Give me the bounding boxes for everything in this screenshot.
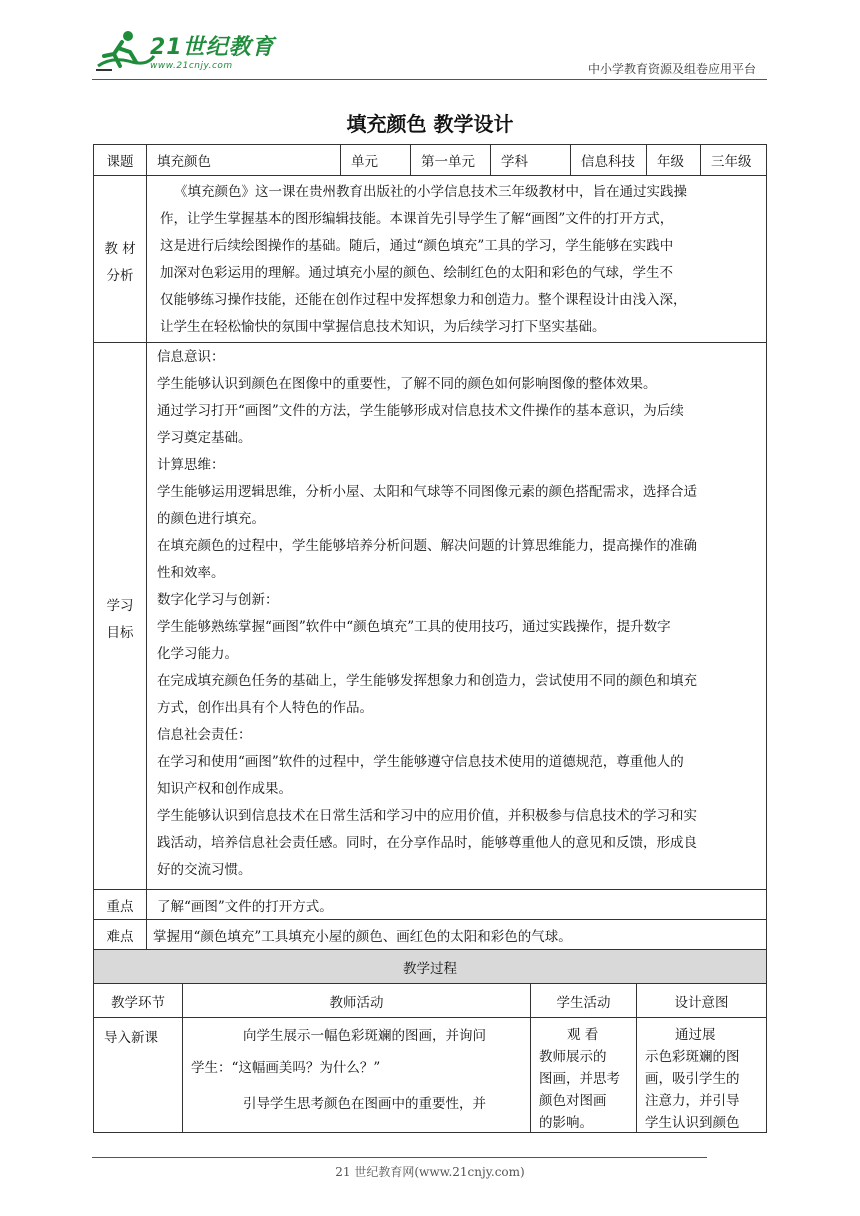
footer-divider <box>92 1157 707 1158</box>
analysis-text <box>160 179 760 341</box>
objective-line: 在学习和使用“画图”软件的过程中，学生能够遵守信息技术使用的道德规范，尊重他人的 <box>157 754 684 770</box>
row1-intent-cell <box>636 1017 767 1133</box>
objective-line: 践活动，培养信息社会责任感。同时，在分享作品时，能够尊重他人的意见和反馈，形成良 <box>157 835 697 851</box>
objective-line: 性和效率。 <box>157 565 225 581</box>
subject-value: 信息科技 <box>570 144 647 176</box>
row1-intent-line: 通过展 <box>675 1027 716 1043</box>
objective-line: 在完成填充颜色任务的基础上，学生能够发挥想象力和创造力，尝试使用不同的颜色和填充 <box>157 673 697 689</box>
topic-value: 填充颜色 <box>146 144 341 176</box>
analysis-line: 这是进行后续绘图操作的基础。随后，通过“颜色填充”工具的学习，学生能够在实践中 <box>160 238 674 254</box>
objectives-label-line-2: 目标 <box>106 625 134 641</box>
key-point-label: 重点 <box>93 889 147 920</box>
analysis-line: 仅能够练习操作技能，还能在创作过程中发挥想象力和创造力。整个课程设计由浅入深， <box>160 292 687 308</box>
platform-name: 中小学教育资源及组卷应用平台 <box>587 62 756 76</box>
col-student-header: 学生活动 <box>530 983 637 1018</box>
row1-stage-cell <box>93 1017 183 1133</box>
objective-line: 学生能够认识到颜色在图像中的重要性，了解不同的颜色如何影响图像的整体效果。 <box>157 376 657 392</box>
topic-label: 课题 <box>93 144 147 176</box>
grade-value: 三年级 <box>700 144 767 176</box>
row1-student-line: 的影响。 <box>539 1115 593 1131</box>
row1-teacher-cell <box>182 1017 531 1133</box>
process-heading: 教学过程 <box>93 949 767 984</box>
row1-teacher-line: 学生：“这幅画美吗？为什么？” <box>191 1060 381 1076</box>
row1-student-line: 颜色对图画 <box>539 1093 607 1109</box>
objective-line: 学生能够认识到信息技术在日常生活和学习中的应用价值，并积极参与信息技术的学习和实 <box>157 808 697 824</box>
analysis-line: 《填充颜色》这一课在贵州教育出版社的小学信息技术三年级教材中，旨在通过实践操 <box>174 184 687 200</box>
objective-line: 计算思维： <box>157 457 225 473</box>
unit-value: 第一单元 <box>410 144 491 176</box>
row1-intent-line: 画，吸引学生的 <box>645 1071 740 1087</box>
header-divider <box>92 79 767 80</box>
col-stage-header: 教学环节 <box>93 983 183 1018</box>
page-title: 填充颜色 教学设计 <box>346 112 514 136</box>
row1-student-cell <box>530 1017 637 1133</box>
unit-label: 单元 <box>340 144 411 176</box>
col-intent-header: 设计意图 <box>636 983 767 1018</box>
row1-intent-line: 示色彩斑斓的图 <box>645 1049 740 1065</box>
analysis-line: 让学生在轻松愉快的氛围中掌握信息技术知识，为后续学习打下坚实基础。 <box>160 319 606 335</box>
objective-line: 学习奠定基础。 <box>157 430 252 446</box>
row1-student-line: 观 看 <box>567 1027 599 1043</box>
objective-line: 好的交流习惯。 <box>157 862 252 878</box>
objective-line: 通过学习打开“画图”文件的方法，学生能够形成对信息技术文件操作的基本意识，为后续 <box>157 403 684 419</box>
objective-line: 信息社会责任： <box>157 727 252 743</box>
analysis-label-line-1: 教 材 <box>104 241 136 257</box>
objective-line: 的颜色进行填充。 <box>157 511 265 527</box>
difficulty-value: 掌握用“颜色填充”工具填充小屋的颜色、画红色的太阳和彩色的气球。 <box>146 919 767 950</box>
subject-label: 学科 <box>490 144 571 176</box>
row1-student-line: 图画，并思考 <box>539 1071 620 1087</box>
row1-student-line: 教师展示的 <box>539 1049 607 1065</box>
row1-intent-line: 注意力，并引导 <box>645 1093 740 1109</box>
analysis-label-cell <box>93 175 147 343</box>
objective-line: 在填充颜色的过程中，学生能够培养分析问题、解决问题的计算思维能力，提高操作的准确 <box>157 538 697 554</box>
analysis-line: 加深对色彩运用的理解。通过填充小屋的颜色、绘制红色的太阳和彩色的气球，学生不 <box>160 265 673 281</box>
objectives-label-line-1: 学习 <box>106 598 134 614</box>
difficulty-label: 难点 <box>93 919 147 950</box>
objectives-text <box>157 344 763 884</box>
objective-line: 方式，创作出具有个人特色的作品。 <box>157 700 373 716</box>
analysis-label-line-2: 分析 <box>106 268 134 284</box>
logo-text: 21世纪教育 <box>150 35 275 60</box>
row1-intent-line: 学生认识到颜色 <box>645 1115 740 1131</box>
page-header <box>0 0 860 90</box>
key-point-value: 了解“画图”文件的打开方式。 <box>146 889 767 920</box>
logo-url: www.21cnjy.com <box>150 61 233 71</box>
row1-teacher-line: 引导学生思考颜色在图画中的重要性，并 <box>243 1096 486 1112</box>
objective-line: 学生能够熟练掌握“画图”软件中“颜色填充”工具的使用技巧，通过实践操作，提升数字 <box>157 619 671 635</box>
objective-line: 信息意识： <box>157 349 225 365</box>
col-teacher-header: 教师活动 <box>182 983 531 1018</box>
row1-teacher-line: 向学生展示一幅色彩斑斓的图画，并询问 <box>243 1028 486 1044</box>
footer-text: 21 世纪教育网(www.21cnjy.com) <box>335 1165 525 1179</box>
row1-stage: 导入新课 <box>104 1030 158 1046</box>
objective-line: 学生能够运用逻辑思维，分析小屋、太阳和气球等不同图像元素的颜色搭配需求，选择合适 <box>157 484 697 500</box>
grade-label: 年级 <box>646 144 701 176</box>
objectives-label-cell <box>93 342 147 890</box>
analysis-line: 作，让学生掌握基本的图形编辑技能。本课首先引导学生了解“画图”文件的打开方式， <box>160 211 674 227</box>
objective-line: 数字化学习与创新： <box>157 592 279 608</box>
objective-line: 化学习能力。 <box>157 646 238 662</box>
objective-line: 知识产权和创作成果。 <box>157 781 292 797</box>
